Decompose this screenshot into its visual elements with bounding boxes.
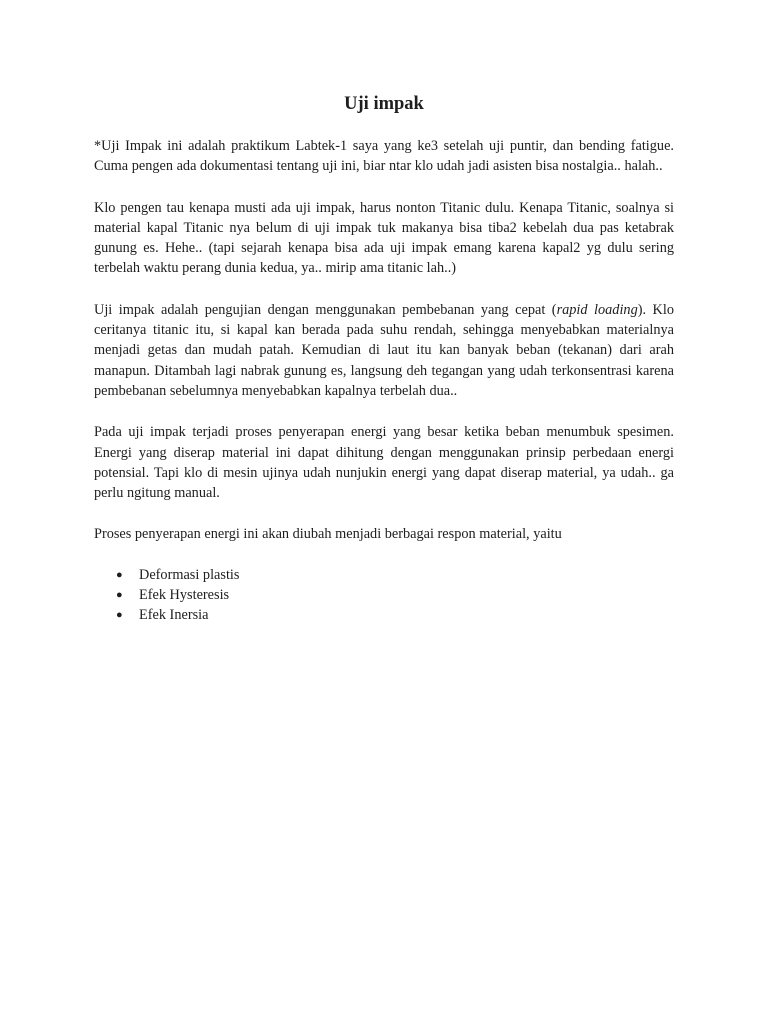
document-title: Uji impak	[344, 94, 424, 114]
paragraph-definition-end: ). Klo ceritanya titanic itu, si kapal kan berada pada suhu rendah, sehingga menyebabkan materialnya menjadi getas dan mudah patah. Kemudian di laut itu kan banyak beban (tekanan) dari arah manapun. Ditambah lagi nabrak gunung es, langsung deh tegangan yang udah terkonsentrasi karena pembebanan sebelumnya menyebabkan kapalnya terbelah dua..	[94, 301, 675, 399]
list-item	[94, 605, 674, 625]
bullet-icon: ●	[116, 589, 123, 602]
paragraph-titanic: Klo pengen tau kenapa musti ada uji impak, harus nonton Titanic dulu. Kenapa Titanic, soalnya si material kapal Titanic nya belum di uji impak tuk makanya bisa tiba2 kebelah dua pas ketabrak gunung es. Hehe.. (tapi sejarah kenapa bisa ada uji impak emang karena kapal2 yg dulu sering terbelah waktu perang dunia kedua, ya.. mirip ama titanic lah..)	[94, 199, 674, 277]
paragraph-definition	[94, 300, 674, 401]
paragraph-energy: Pada uji impak terjadi proses penyerapan energi yang besar ketika beban menumbuk spesimen. Energi yang diserap material ini dapat dihitung dengan menggunakan prinsip perbedaan energi potensial. Tapi klo di mesin ujinya udah nunjukin energi yang dapat diserap material, ya udah.. ga perlu ngitung manual.	[94, 424, 674, 502]
paragraph-response-intro: Proses penyerapan energi ini akan diubah menjadi berbagai respon material, yaitu	[94, 526, 562, 543]
list-item-label: Deformasi plastis	[139, 566, 240, 583]
list-item	[94, 565, 674, 585]
response-list	[94, 565, 674, 626]
rapid-loading-emphasis: rapid loading	[556, 301, 638, 318]
list-item-label: Efek Inersia	[139, 607, 209, 624]
list-item	[94, 585, 674, 605]
bullet-icon: ●	[116, 609, 123, 622]
paragraph-definition-start: Uji impak adalah pengujian dengan menggunakan pembebanan yang cepat (	[94, 301, 557, 318]
list-item-label: Efek Hysteresis	[139, 587, 230, 604]
paragraph-intro: *Uji Impak ini adalah praktikum Labtek-1 saya yang ke3 setelah uji puntir, dan bending fatigue. Cuma pengen ada dokumentasi tentang uji ini, biar ntar klo udah jadi asisten bisa nostalgia.. halah..	[94, 138, 674, 175]
bullet-icon: ●	[116, 568, 123, 581]
